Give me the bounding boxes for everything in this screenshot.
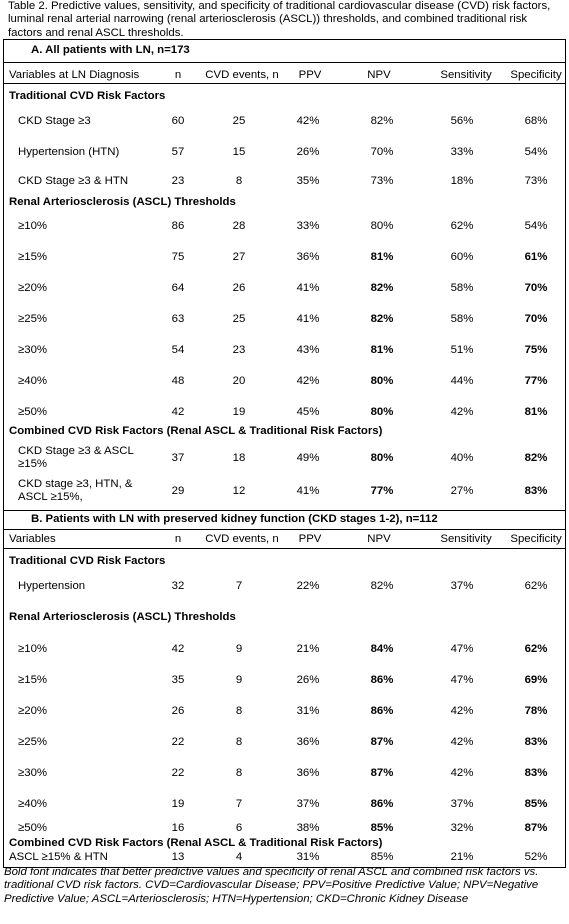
- ppv-header: PPV: [298, 69, 322, 81]
- npv-cell: 84%: [370, 643, 394, 655]
- events-cell: 12: [232, 485, 246, 497]
- npv-cell: 82%: [370, 115, 394, 127]
- specificity-cell: 52%: [524, 851, 548, 863]
- variable-cell: CKD Stage ≥3 & HTN: [18, 175, 129, 187]
- variable-cell: ≥20%: [18, 282, 48, 294]
- sensitivity-cell: 21%: [450, 851, 474, 863]
- events-cell: 15: [232, 146, 246, 158]
- npv-cell: 87%: [370, 736, 394, 748]
- ppv-cell: 31%: [296, 851, 320, 863]
- npv-cell: 80%: [370, 452, 394, 464]
- specificity-cell: 73%: [524, 175, 548, 187]
- ppv-cell: 36%: [296, 251, 320, 263]
- npv-cell: 87%: [370, 767, 394, 779]
- row-divider: [4, 510, 566, 511]
- events-cell: 7: [235, 798, 243, 810]
- variable-cell: ≥30%: [18, 344, 48, 356]
- variable-cell: ≥50%: [18, 822, 48, 834]
- specificity-cell: 81%: [524, 406, 548, 418]
- n-cell: 63: [171, 313, 185, 325]
- n-cell: 48: [171, 375, 185, 387]
- sensitivity-cell: 56%: [450, 115, 474, 127]
- section-combined-b: Combined CVD Risk Factors (Renal ASCL & Traditional Risk Factors): [9, 837, 383, 849]
- specificity-header: Specificity: [510, 69, 562, 81]
- sensitivity-cell: 37%: [450, 580, 474, 592]
- sensitivity-header: Sensitivity: [440, 533, 492, 545]
- sensitivity-cell: 27%: [450, 485, 474, 497]
- ppv-cell: 42%: [296, 115, 320, 127]
- npv-cell: 80%: [370, 375, 394, 387]
- variable-cell: ≥15%: [18, 674, 48, 686]
- variables-header: Variables: [9, 533, 56, 545]
- npv-cell: 85%: [370, 822, 394, 834]
- ppv-header: PPV: [298, 533, 322, 545]
- sensitivity-cell: 42%: [450, 767, 474, 779]
- npv-cell: 81%: [370, 251, 394, 263]
- sensitivity-cell: 47%: [450, 643, 474, 655]
- row-divider: [4, 62, 566, 63]
- panel-a-title: A. All patients with LN, n=173: [31, 44, 190, 56]
- specificity-cell: 62%: [524, 643, 548, 655]
- n-header: n: [174, 533, 182, 545]
- table-caption: Table 2. Predictive values, sensitivity, and specificity of traditional cardiovascular disease (CVD) risk factors, luminal renal arterial narrowing (renal arteriosclerosis (ASCL)) thresholds, and combined traditional risk factors and renal ASCL thresholds.: [8, 0, 551, 39]
- events-cell: 8: [235, 736, 243, 748]
- sensitivity-cell: 32%: [450, 822, 474, 834]
- sensitivity-cell: 42%: [450, 406, 474, 418]
- variable-cell: Hypertension: [18, 580, 86, 592]
- events-cell: 9: [235, 643, 243, 655]
- events-cell: 19: [232, 406, 246, 418]
- n-header: n: [174, 69, 182, 81]
- specificity-cell: 75%: [524, 344, 548, 356]
- ppv-cell: 31%: [296, 705, 320, 717]
- specificity-header: Specificity: [510, 533, 562, 545]
- cell-line: CKD stage ≥3, HTN, &: [18, 478, 133, 490]
- sensitivity-cell: 37%: [450, 798, 474, 810]
- specificity-cell: 54%: [524, 146, 548, 158]
- ppv-cell: 45%: [296, 406, 320, 418]
- section-combined-a: Combined CVD Risk Factors (Renal ASCL & Traditional Risk Factors): [9, 425, 383, 437]
- n-cell: 75: [171, 251, 185, 263]
- variable-cell: ≥10%: [18, 643, 48, 655]
- sensitivity-cell: 33%: [450, 146, 474, 158]
- n-cell: 22: [171, 736, 185, 748]
- specificity-cell: 68%: [524, 115, 548, 127]
- n-cell: 37: [171, 452, 185, 464]
- ppv-cell: 42%: [296, 375, 320, 387]
- ppv-cell: 36%: [296, 736, 320, 748]
- npv-cell: 85%: [370, 851, 394, 863]
- npv-header: NPV: [367, 69, 391, 81]
- variable-cell: [18, 478, 133, 504]
- npv-cell: 86%: [370, 705, 394, 717]
- table-footnote: Bold font indicates that better predictive values and specificity of renal ASCL and combined risk factors vs. traditional CVD risk factors. CVD=Cardiovascular Disease; PPV=Positive Predictive Value; NPV=Negative Predictive Value; ASCL=Arteriosclerosis; HTN=Hypertension; CKD=Chronic Kidney Disease: [4, 866, 539, 905]
- npv-cell: 80%: [370, 220, 394, 232]
- events-header: CVD events, n: [205, 533, 279, 545]
- ppv-cell: 22%: [296, 580, 320, 592]
- specificity-cell: 78%: [524, 705, 548, 717]
- npv-cell: 82%: [370, 580, 394, 592]
- events-cell: 20: [232, 375, 246, 387]
- ppv-cell: 26%: [296, 146, 320, 158]
- n-cell: 29: [171, 485, 185, 497]
- variable-cell: ≥40%: [18, 375, 48, 387]
- events-cell: 8: [235, 705, 243, 717]
- sensitivity-cell: 42%: [450, 736, 474, 748]
- events-cell: 26: [232, 282, 246, 294]
- specificity-cell: 83%: [524, 736, 548, 748]
- npv-cell: 86%: [370, 674, 394, 686]
- ppv-cell: 37%: [296, 798, 320, 810]
- section-traditional-a: Traditional CVD Risk Factors: [9, 90, 166, 102]
- section-ascl-a: Renal Arteriosclerosis (ASCL) Thresholds: [9, 196, 236, 208]
- npv-cell: 82%: [370, 282, 394, 294]
- npv-cell: 80%: [370, 406, 394, 418]
- n-cell: 32: [171, 580, 185, 592]
- sensitivity-cell: 51%: [450, 344, 474, 356]
- panel-b-title: B. Patients with LN with preserved kidney function (CKD stages 1-2), n=112: [31, 513, 438, 525]
- ppv-cell: 26%: [296, 674, 320, 686]
- ppv-cell: 41%: [296, 313, 320, 325]
- sensitivity-cell: 60%: [450, 251, 474, 263]
- variable-cell: Hypertension (HTN): [18, 146, 120, 158]
- sensitivity-cell: 40%: [450, 452, 474, 464]
- events-cell: 9: [235, 674, 243, 686]
- npv-cell: 86%: [370, 798, 394, 810]
- sensitivity-cell: 47%: [450, 674, 474, 686]
- variable-cell: ≥20%: [18, 705, 48, 717]
- variable-cell: ≥50%: [18, 406, 48, 418]
- variable-cell: ≥10%: [18, 220, 48, 232]
- n-cell: 64: [171, 282, 185, 294]
- n-cell: 54: [171, 344, 185, 356]
- cell-line: ASCL ≥15%,: [18, 491, 83, 503]
- specificity-cell: 54%: [524, 220, 548, 232]
- sensitivity-cell: 58%: [450, 282, 474, 294]
- events-cell: 23: [232, 344, 246, 356]
- specificity-cell: 87%: [524, 822, 548, 834]
- row-divider: [4, 529, 566, 530]
- events-cell: 18: [232, 452, 246, 464]
- events-cell: 6: [235, 822, 243, 834]
- ppv-cell: 38%: [296, 822, 320, 834]
- specificity-cell: 77%: [524, 375, 548, 387]
- section-ascl-b: Renal Arteriosclerosis (ASCL) Thresholds: [9, 611, 236, 623]
- events-cell: 8: [235, 767, 243, 779]
- n-cell: 16: [171, 822, 185, 834]
- n-cell: 13: [171, 851, 185, 863]
- events-cell: 4: [235, 851, 243, 863]
- events-cell: 8: [235, 175, 243, 187]
- ppv-cell: 35%: [296, 175, 320, 187]
- row-divider: [4, 548, 566, 549]
- n-cell: 23: [171, 175, 185, 187]
- cell-line: ≥15%: [18, 458, 48, 470]
- specificity-cell: 61%: [524, 251, 548, 263]
- sensitivity-cell: 18%: [450, 175, 474, 187]
- events-cell: 7: [235, 580, 243, 592]
- specificity-cell: 82%: [524, 452, 548, 464]
- variable-cell: [18, 445, 134, 471]
- ppv-cell: 43%: [296, 344, 320, 356]
- cell-line: CKD Stage ≥3 & ASCL: [18, 445, 134, 457]
- specificity-cell: 83%: [524, 485, 548, 497]
- specificity-cell: 70%: [524, 282, 548, 294]
- ppv-cell: 41%: [296, 485, 320, 497]
- n-cell: 19: [171, 798, 185, 810]
- events-cell: 25: [232, 115, 246, 127]
- variable-cell: ≥25%: [18, 736, 48, 748]
- n-cell: 86: [171, 220, 185, 232]
- sensitivity-cell: 42%: [450, 705, 474, 717]
- specificity-cell: 83%: [524, 767, 548, 779]
- npv-cell: 70%: [370, 146, 394, 158]
- variable-cell: ≥40%: [18, 798, 48, 810]
- variable-cell: CKD Stage ≥3: [18, 115, 91, 127]
- n-cell: 57: [171, 146, 185, 158]
- variable-cell: ≥25%: [18, 313, 48, 325]
- variables-header: Variables at LN Diagnosis: [9, 69, 140, 81]
- section-traditional-b: Traditional CVD Risk Factors: [9, 555, 166, 567]
- npv-cell: 77%: [370, 485, 394, 497]
- specificity-cell: 69%: [524, 674, 548, 686]
- specificity-cell: 70%: [524, 313, 548, 325]
- variable-cell: ≥30%: [18, 767, 48, 779]
- ppv-cell: 41%: [296, 282, 320, 294]
- variable-cell: ≥15%: [18, 251, 48, 263]
- npv-cell: 81%: [370, 344, 394, 356]
- specificity-cell: 62%: [524, 580, 548, 592]
- n-cell: 22: [171, 767, 185, 779]
- npv-cell: 73%: [370, 175, 394, 187]
- ppv-cell: 33%: [296, 220, 320, 232]
- row-divider: [4, 83, 566, 84]
- n-cell: 35: [171, 674, 185, 686]
- events-cell: 27: [232, 251, 246, 263]
- events-header: CVD events, n: [205, 69, 279, 81]
- sensitivity-cell: 58%: [450, 313, 474, 325]
- npv-header: NPV: [367, 533, 391, 545]
- events-cell: 28: [232, 220, 246, 232]
- ppv-cell: 36%: [296, 767, 320, 779]
- sensitivity-cell: 44%: [450, 375, 474, 387]
- variable-cell: ASCL ≥15% & HTN: [9, 851, 108, 863]
- n-cell: 60: [171, 115, 185, 127]
- ppv-cell: 49%: [296, 452, 320, 464]
- specificity-cell: 85%: [524, 798, 548, 810]
- n-cell: 42: [171, 643, 185, 655]
- n-cell: 26: [171, 705, 185, 717]
- sensitivity-header: Sensitivity: [440, 69, 492, 81]
- events-cell: 25: [232, 313, 246, 325]
- sensitivity-cell: 62%: [450, 220, 474, 232]
- n-cell: 42: [171, 406, 185, 418]
- ppv-cell: 21%: [296, 643, 320, 655]
- npv-cell: 82%: [370, 313, 394, 325]
